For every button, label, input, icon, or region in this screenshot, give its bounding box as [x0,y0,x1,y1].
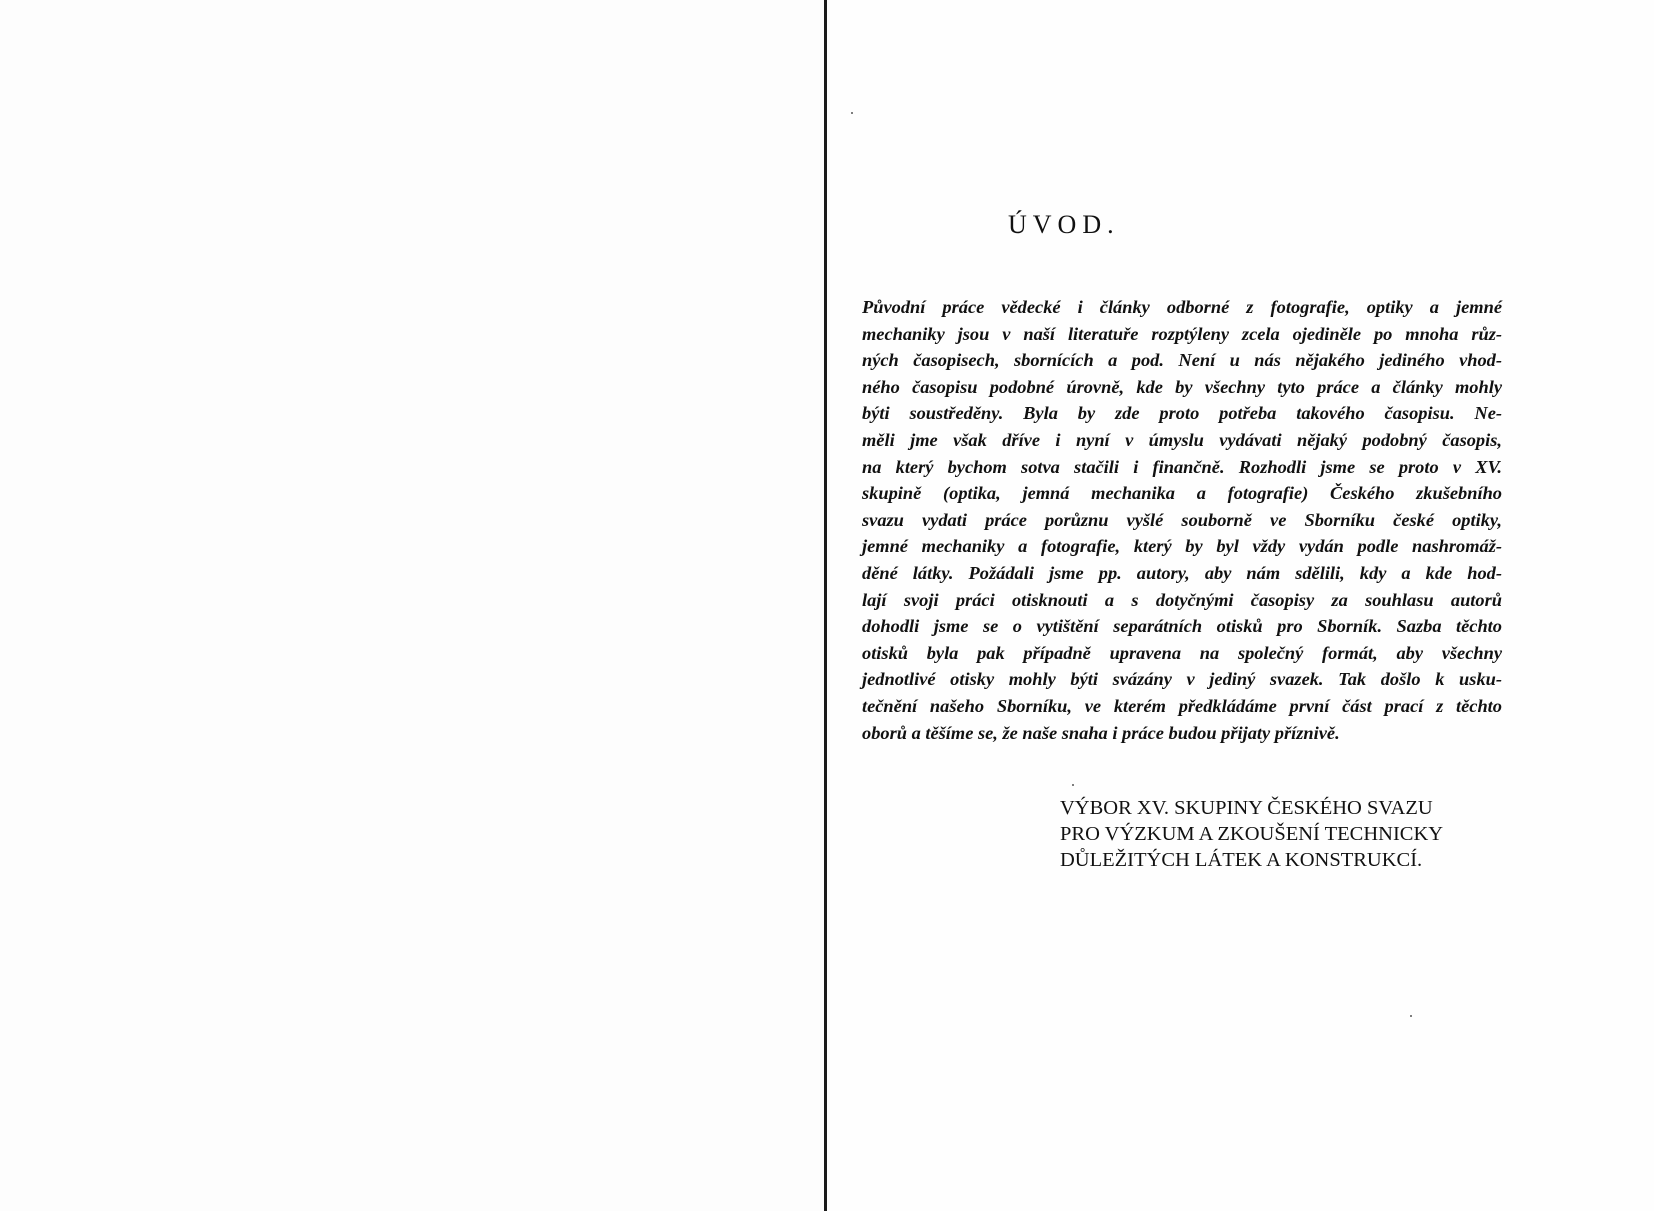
paragraph-line: lají svoji práci otisknouti a s dotyčnými časopisy za souhlasu autorů [862,589,1502,610]
paper-speck [851,112,853,114]
paragraph-line: býti soustředěny. Byla by zde proto potřeba takového časopisu. Ne- [862,403,1502,424]
paragraph-line: jemné mechaniky a fotografie, který by byl vždy vydán podle nashromáž- [862,536,1502,557]
paragraph-line: měli jme však dříve i nyní v úmyslu vydávati nějaký podobný časopis, [862,429,1502,450]
paragraph-line: mechaniky jsou v naší literatuře rozptýleny zcela ojediněle po mnoha růz- [862,323,1502,344]
left-page-blank [0,0,824,1211]
paragraph-line: tečnění našeho Sborníku, ve kterém předkládáme první část prací z těchto [862,695,1502,716]
paragraph-line: oborů a těšíme se, že naše snaha i práce budou přijaty příznivě. [862,722,1340,743]
signature-line: VÝBOR XV. SKUPINY ČESKÉHO SVAZU [1060,797,1433,819]
paragraph-line: Původní práce vědecké i články odborné z fotografie, optiky a jemné [862,297,1502,317]
paragraph-line: na který bychom sotva stačili i finančně. Rozhodli jsme se proto v XV. [862,456,1502,477]
paragraph-line: dohodli jsme se o vytištění separátních otisků pro Sborník. Sazba těchto [862,616,1502,637]
paper-speck [1072,784,1074,786]
paragraph-line: skupině (optika, jemná mechanika a fotografie) Českého zkušebního [862,483,1502,504]
paper-speck [1410,1015,1412,1017]
paragraph-line: děné látky. Požádali jsme pp. autory, aby nám sdělili, kdy a kde hod- [862,562,1502,583]
committee-signature [1060,795,1510,873]
introduction-paragraph [862,294,1502,746]
paragraph-line: svazu vydati práce porůznu vyšlé souborně ve Sborníku české optiky, [862,509,1502,530]
page-heading: ÚVOD. [1008,210,1120,239]
paragraph-line: ných časopisech, sbornících a pod. Není u nás nějakého jediného vhod- [862,350,1502,371]
paragraph-line: otisků byla pak případně upravena na společný formát, aby všechny [862,642,1502,663]
paragraph-line: jednotlivé otisky mohly býti svázány v jediný svazek. Tak došlo k usku- [862,669,1502,690]
signature-line: PRO VÝZKUM A ZKOUŠENÍ TECHNICKY [1060,823,1444,845]
paragraph-line: ného časopisu podobné úrovně, kde by všechny tyto práce a články mohly [862,376,1502,397]
signature-line: DŮLEŽITÝCH LÁTEK A KONSTRUKCÍ. [1060,849,1423,871]
